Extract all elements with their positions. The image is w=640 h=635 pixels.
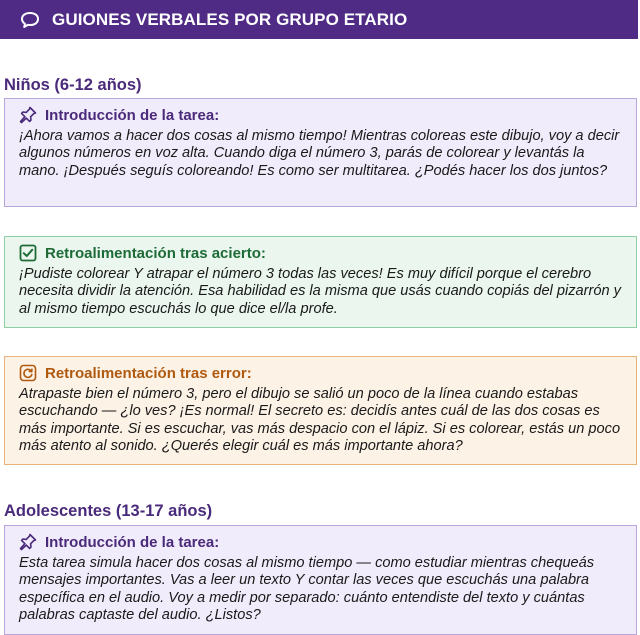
- card-text: ¡Pudiste colorear Y atrapar el número 3 todas las veces! Es muy difícil porque el cerebro necesita dividir la atención. Esa habilidad es la misma que usás cuando copiás del pizarrón y al mismo tiempo escuchás lo que dice el/la profe.: [19, 266, 621, 317]
- card-text: Esta tarea simula hacer dos cosas al mismo tiempo — como estudiar mientras chequeás mensajes importantes. Vas a leer un texto Y contar las veces que escuchás una palabra específica en el audio. Voy a medir por separado: cuánto entendiste del texto y cuántas palabras captaste del audio. ¿Listos?: [19, 555, 595, 623]
- section-title: GUIONES VERBALES POR GRUPO ETARIO: [52, 9, 408, 29]
- group-title-ninos: Niños (6-12 años): [4, 76, 142, 94]
- checkbox-icon: [19, 244, 37, 262]
- section-header: [0, 0, 638, 39]
- card-text: ¡Ahora vamos a hacer dos cosas al mismo tiempo! Mientras coloreas este dibujo, voy a decir algunos números en voz alta. Cuando diga el número 3, parás de colorear y levantás la mano. ¡Después seguís coloreando! Es como ser multitarea. ¿Podés hacer los dos juntos?: [19, 128, 620, 179]
- card-intro-ninos: [4, 98, 637, 207]
- card-text: Atrapaste bien el número 3, pero el dibujo se salió un poco de la línea cuando estabas escuchando — ¿lo ves? ¡Es normal! El secreto es: decidís antes cuál de las dos cosas es más importante. Si es escuchar, vas más despacio con el lápiz. Si es colorear, estás un poco más atento al sonido. ¿Querés elegir cuál es más importante ahora?: [19, 386, 621, 454]
- card-error-ninos: [4, 356, 637, 465]
- card-intro-adolescentes: [4, 525, 637, 635]
- card-label: Introducción de la tarea:: [45, 106, 220, 124]
- card-label: Retroalimentación tras acierto:: [45, 244, 266, 262]
- pin-icon: [19, 106, 37, 124]
- retry-icon: [19, 364, 37, 382]
- speech-bubble-icon: [20, 10, 40, 30]
- card-label: Introducción de la tarea:: [45, 533, 220, 551]
- card-success-ninos: [4, 236, 637, 328]
- card-label: Retroalimentación tras error:: [45, 364, 252, 382]
- pin-icon: [19, 533, 37, 551]
- group-title-adolescentes: Adolescentes (13-17 años): [4, 502, 213, 520]
